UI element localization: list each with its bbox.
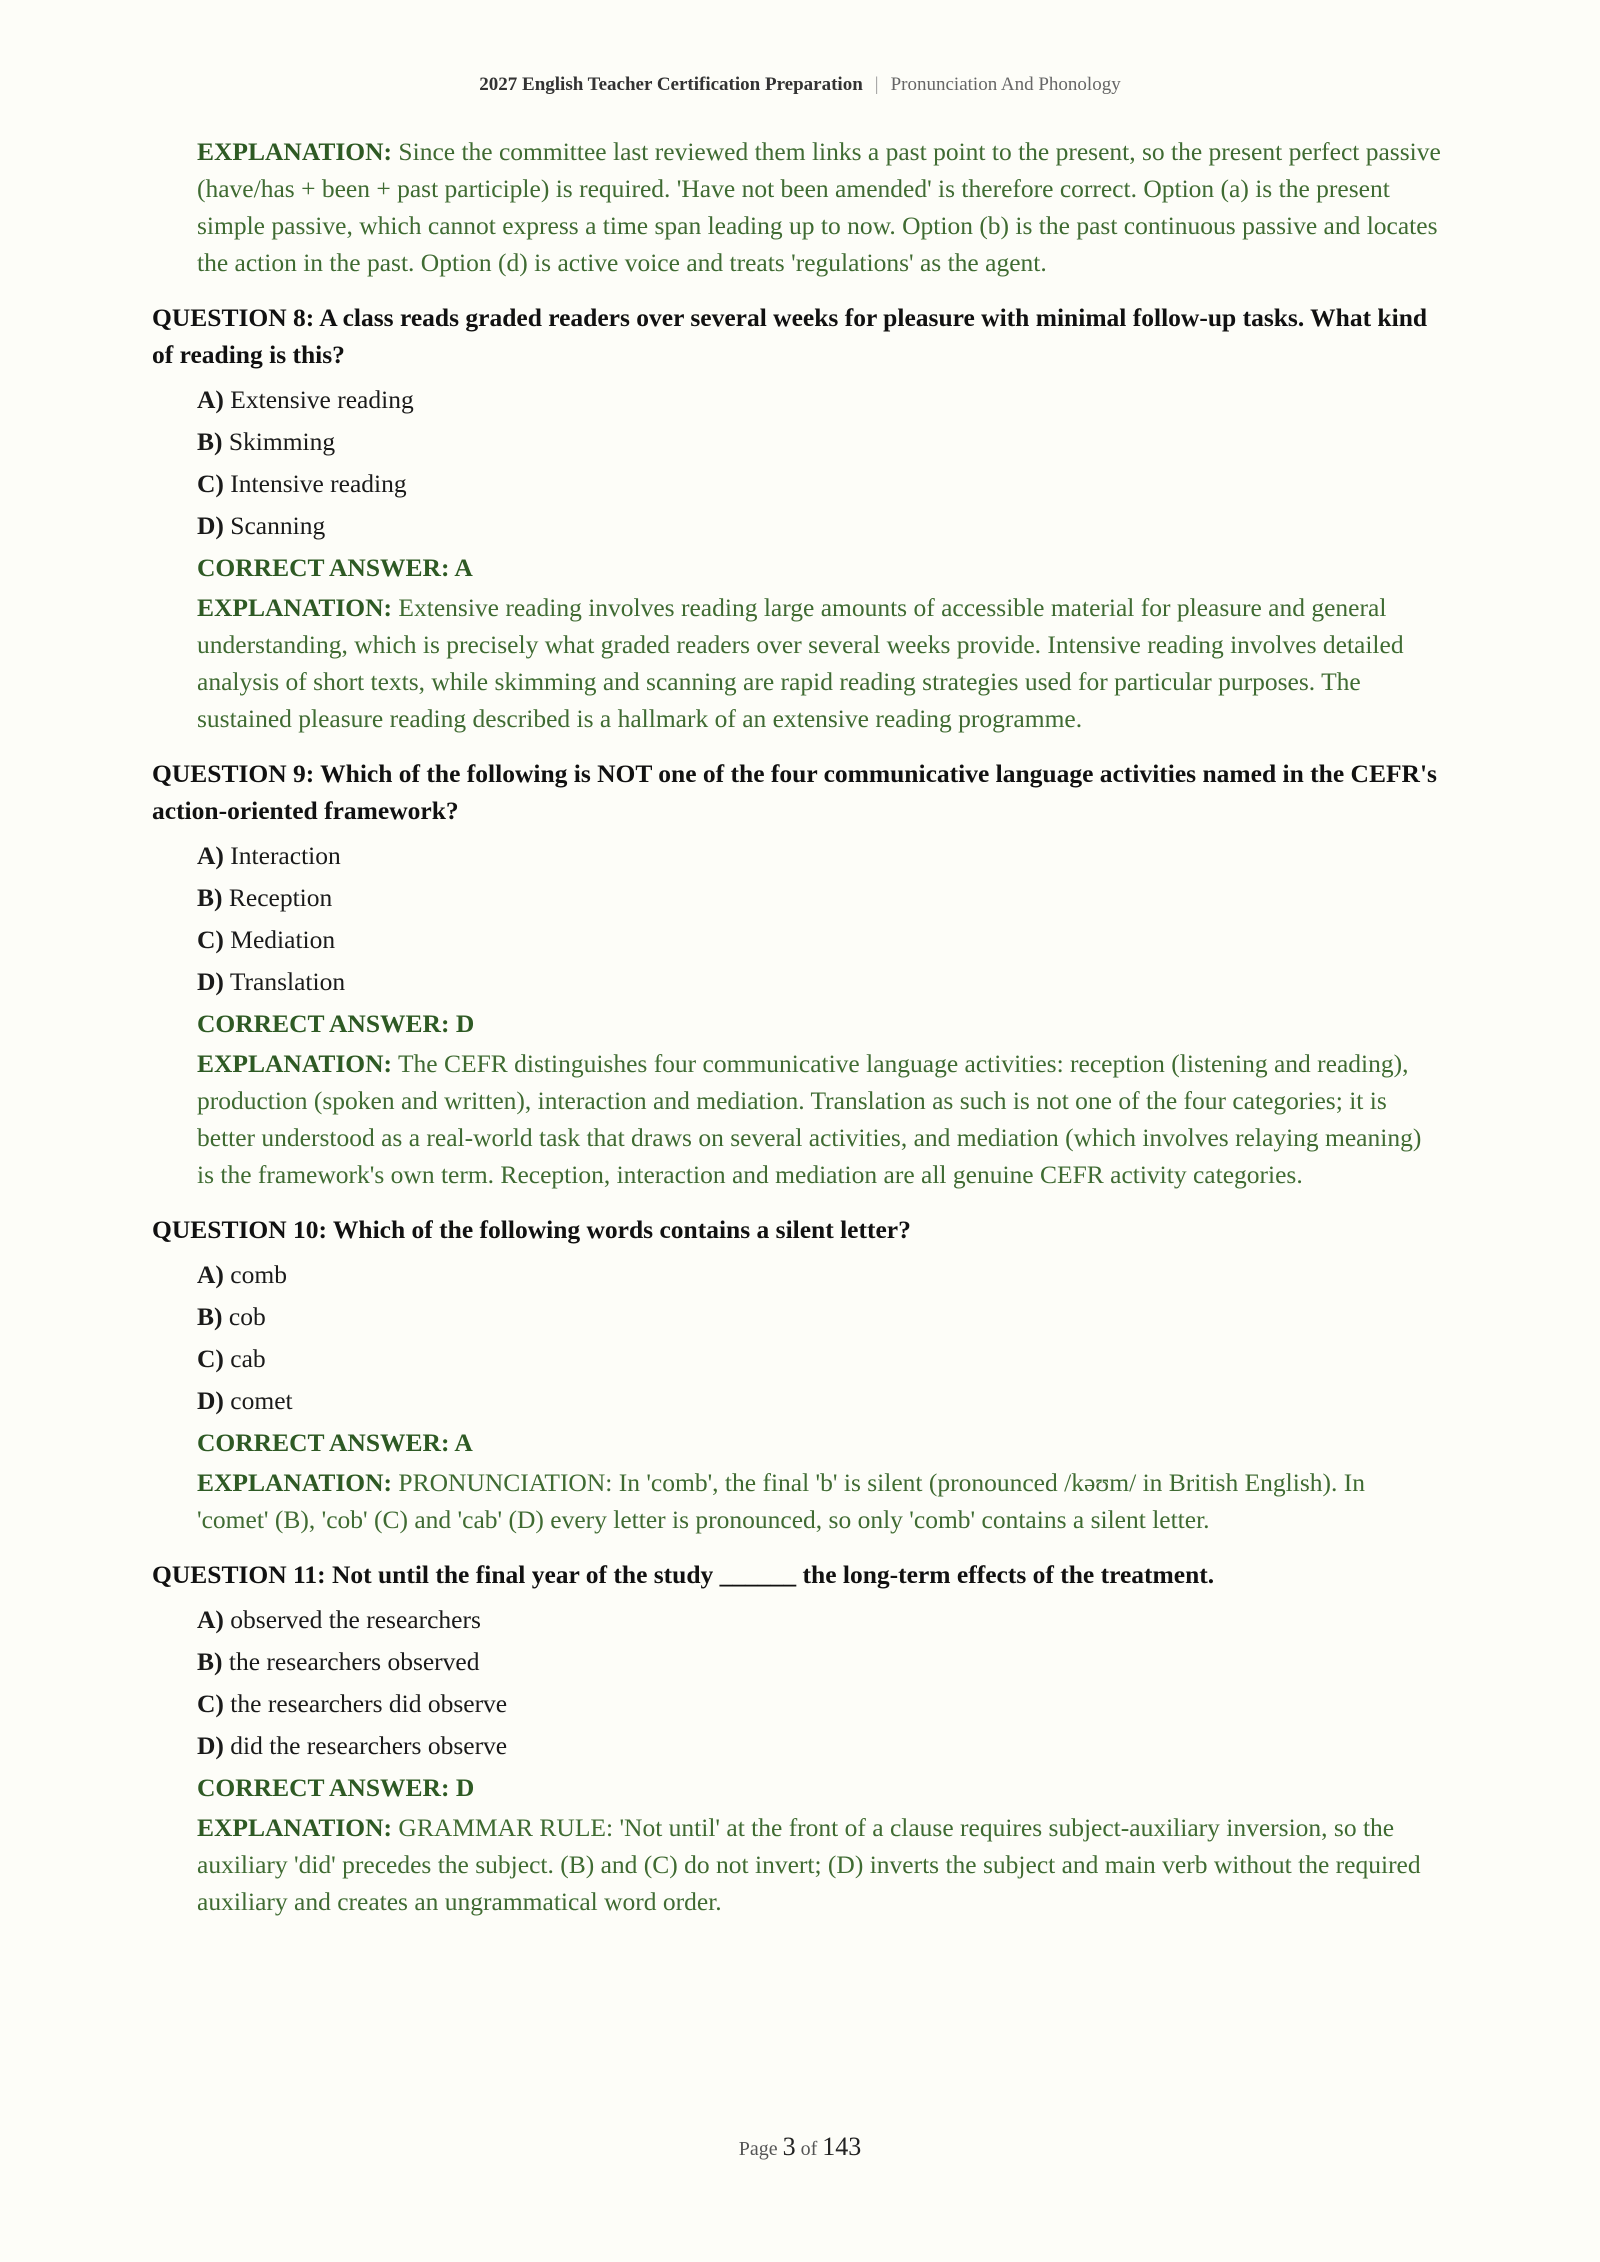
option-text: cab bbox=[230, 1344, 266, 1373]
explanation-label: EXPLANATION: bbox=[197, 593, 393, 622]
question-text: QUESTION 9: Which of the following is NOT one of the four communicative language activities named in the CEFR's action-oriented framework? bbox=[152, 759, 1437, 825]
options-list bbox=[197, 1254, 1442, 1538]
option-c bbox=[197, 1683, 1442, 1725]
option-text: Intensive reading bbox=[230, 469, 407, 498]
option-text: the researchers did observe bbox=[230, 1689, 508, 1718]
option-text: Skimming bbox=[228, 427, 336, 456]
option-c bbox=[197, 919, 1442, 961]
option-a bbox=[197, 1599, 1442, 1641]
options-list bbox=[197, 379, 1442, 737]
correct-answer: CORRECT ANSWER: D bbox=[197, 1009, 475, 1038]
option-a bbox=[197, 1254, 1442, 1296]
option-text: Interaction bbox=[230, 841, 341, 870]
option-c bbox=[197, 1338, 1442, 1380]
option-b bbox=[197, 1641, 1442, 1683]
question-block bbox=[152, 1556, 1442, 1920]
option-text: comet bbox=[230, 1386, 293, 1415]
page-number: 3 bbox=[782, 2132, 796, 2161]
header-separator: | bbox=[874, 74, 879, 95]
option-text: comb bbox=[230, 1260, 287, 1289]
correct-answer: CORRECT ANSWER: A bbox=[197, 553, 473, 582]
option-letter: D) bbox=[197, 511, 224, 540]
carryover-explanation bbox=[197, 133, 1442, 281]
explanation bbox=[197, 1045, 1442, 1193]
explanation bbox=[197, 1809, 1442, 1920]
explanation-label: EXPLANATION: bbox=[197, 137, 393, 166]
option-d bbox=[197, 505, 1442, 547]
explanation bbox=[197, 1464, 1442, 1538]
section-title: Pronunciation And Phonology bbox=[890, 74, 1121, 95]
total-pages: 143 bbox=[822, 2132, 862, 2161]
option-b bbox=[197, 421, 1442, 463]
option-text: cob bbox=[228, 1302, 266, 1331]
correct-answer: CORRECT ANSWER: D bbox=[197, 1773, 475, 1802]
page-footer bbox=[0, 2132, 1600, 2162]
page-content bbox=[152, 133, 1442, 1920]
option-b bbox=[197, 1296, 1442, 1338]
option-a bbox=[197, 835, 1442, 877]
option-letter: D) bbox=[197, 1731, 224, 1760]
option-text: did the researchers observe bbox=[230, 1731, 508, 1760]
option-letter: D) bbox=[197, 1386, 224, 1415]
explanation-label: EXPLANATION: bbox=[197, 1049, 393, 1078]
option-d bbox=[197, 1380, 1442, 1422]
question-block bbox=[152, 755, 1442, 1193]
explanation-label: EXPLANATION: bbox=[197, 1813, 393, 1842]
question-block bbox=[152, 299, 1442, 737]
option-text: observed the researchers bbox=[230, 1605, 481, 1634]
option-letter: A) bbox=[197, 1605, 224, 1634]
explanation-text: GRAMMAR RULE: 'Not until' at the front of a clause requires subject-auxiliary inversion, so the auxiliary 'did' precedes the subject. (B) and (C) do not invert; (D) inverts the subject and main verb without the required auxiliary and creates an ungrammatical word order. bbox=[197, 1813, 1421, 1916]
options-list bbox=[197, 1599, 1442, 1920]
option-letter: A) bbox=[197, 841, 224, 870]
option-c bbox=[197, 463, 1442, 505]
question-block bbox=[152, 1211, 1442, 1538]
option-letter: D) bbox=[197, 967, 224, 996]
explanation-label: EXPLANATION: bbox=[197, 1468, 393, 1497]
page-word: Page bbox=[738, 2138, 778, 2160]
option-letter: C) bbox=[197, 925, 224, 954]
option-d bbox=[197, 961, 1442, 1003]
question-text: QUESTION 10: Which of the following words contains a silent letter? bbox=[152, 1215, 911, 1244]
option-text: Scanning bbox=[230, 511, 326, 540]
option-letter: C) bbox=[197, 1344, 224, 1373]
page-header bbox=[0, 74, 1600, 96]
option-text: Extensive reading bbox=[230, 385, 414, 414]
option-a bbox=[197, 379, 1442, 421]
explanation bbox=[197, 589, 1442, 737]
question-text: QUESTION 11: Not until the final year of the study ______ the long-term effects of the treatment. bbox=[152, 1560, 1215, 1589]
of-word: of bbox=[800, 2138, 818, 2160]
explanation-text: Extensive reading involves reading large amounts of accessible material for pleasure and general understanding, which is precisely what graded readers over several weeks provide. Intensive reading involves detailed analysis of short texts, while skimming and scanning are rapid reading strategies used for particular purposes. The sustained pleasure reading described is a hallmark of an extensive reading programme. bbox=[197, 593, 1404, 733]
options-list bbox=[197, 835, 1442, 1193]
correct-answer: CORRECT ANSWER: A bbox=[197, 1428, 473, 1457]
explanation-text: Since the committee last reviewed them links a past point to the present, so the present perfect passive (have/has + been + past participle) is required. 'Have not been amended' is therefore correct. Option (a) is the present simple passive, which cannot express a time span leading up to now. Option (b) is the past continuous passive and locates the action in the past. Option (d) is active voice and treats 'regulations' as the agent. bbox=[197, 137, 1441, 277]
question-text: QUESTION 8: A class reads graded readers over several weeks for pleasure with minimal follow-up tasks. What kind of reading is this? bbox=[152, 303, 1428, 369]
option-d bbox=[197, 1725, 1442, 1767]
option-letter: C) bbox=[197, 469, 224, 498]
explanation-text: PRONUNCIATION: In 'comb', the final 'b' is silent (pronounced /kəʊm/ in British English). In 'comet' (B), 'cob' (C) and 'cab' (D) every letter is pronounced, so only 'comb' contains a silent letter. bbox=[197, 1468, 1365, 1534]
option-b bbox=[197, 877, 1442, 919]
option-letter: C) bbox=[197, 1689, 224, 1718]
option-letter: B) bbox=[197, 883, 223, 912]
document-title: 2027 English Teacher Certification Preparation bbox=[479, 74, 863, 95]
option-letter: B) bbox=[197, 1647, 223, 1676]
option-letter: B) bbox=[197, 1302, 223, 1331]
option-text: the researchers observed bbox=[228, 1647, 480, 1676]
option-text: Mediation bbox=[230, 925, 336, 954]
explanation-text: The CEFR distinguishes four communicative language activities: reception (listening and reading), production (spoken and written), interaction and mediation. Translation as such is not one of the four categories; it is better understood as a real-world task that draws on several activities, and mediation (which involves relaying meaning) is the framework's own term. Reception, interaction and mediation are all genuine CEFR activity categories. bbox=[197, 1049, 1422, 1189]
option-letter: B) bbox=[197, 427, 223, 456]
option-letter: A) bbox=[197, 385, 224, 414]
option-text: Translation bbox=[229, 967, 346, 996]
option-letter: A) bbox=[197, 1260, 224, 1289]
option-text: Reception bbox=[228, 883, 333, 912]
